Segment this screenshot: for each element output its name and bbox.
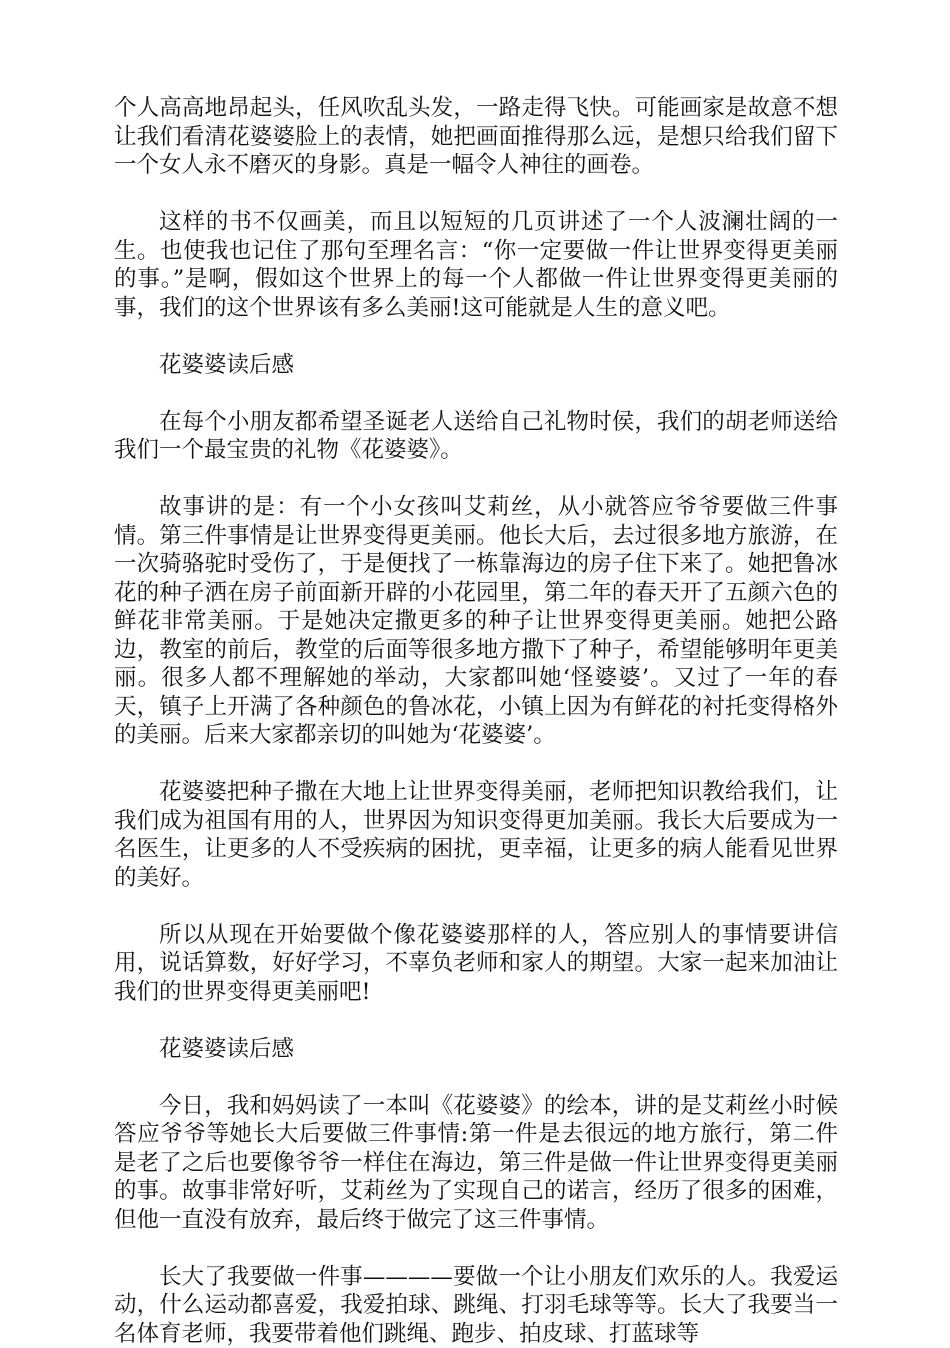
section-heading-2: 花婆婆读后感 bbox=[114, 1035, 838, 1064]
paragraph-resolution: 所以从现在开始要做个像花婆婆那样的人，答应别人的事情要讲信用，说话算数，好好学习，不辜负老师和家人的期望。大家一起来加油让我们的世界变得更美丽吧! bbox=[114, 921, 838, 1007]
paragraph-reading-with-mom: 今日，我和妈妈读了一本叫《花婆婆》的绘本，讲的是艾莉丝小时候答应爷爷等她长大后要做三件事情:第一件是去很远的地方旅行，第二件是老了之后也要像爷爷一样住在海边，第三件是做一件让世界变得更美丽的事。故事非常好听，艾莉丝为了实现自己的诺言，经历了很多的困难，但他一直没有放弃，最后终于做完了这三件事情。 bbox=[114, 1092, 838, 1235]
paragraph-story-summary: 故事讲的是：有一个小女孩叫艾莉丝，从小就答应爷爷要做三件事情。第三件事情是让世界变得更美丽。他长大后，去过很多地方旅游，在一次骑骆驼时受伤了，于是便找了一栋靠海边的房子住下来了。她把鲁冰花的种子洒在房子前面新开辟的小花园里，第二年的春天开了五颜六色的鲜花非常美丽。于是她决定撒更多的种子让世界变得更美丽。她把公路边，教室的前后，教堂的后面等很多地方撒下了种子，希望能够明年更美丽。很多人都不理解她的举动，大家都叫她‘怪婆婆’。又过了一年的春天，镇子上开满了各种颜色的鲁冰花，小镇上因为有鲜花的衬托变得格外的美丽。后来大家都亲切的叫她为‘花婆婆’。 bbox=[114, 493, 838, 750]
paragraph-gift-intro: 在每个小朋友都希望圣诞老人送给自己礼物时侯，我们的胡老师送给我们一个最宝贵的礼物《花婆婆》。 bbox=[114, 408, 838, 465]
paragraph-continuation: 个人高高地昂起头，任风吹乱头发，一路走得飞快。可能画家是故意不想让我们看清花婆婆脸上的表情，她把画面推得那么远，是想只给我们留下一个女人永不磨灭的身影。真是一幅令人神往的画卷。 bbox=[114, 94, 838, 180]
paragraph-future-goal: 长大了我要做一件事————要做一个让小朋友们欢乐的人。我爱运动，什么运动都喜爱，我爱拍球、跳绳、打羽毛球等等。长大了我要当一名体育老师，我要带着他们跳绳、跑步、拍皮球、打蓝球等 bbox=[114, 1263, 838, 1348]
section-heading-1: 花婆婆读后感 bbox=[114, 351, 838, 380]
document-page bbox=[114, 94, 838, 1348]
paragraph-teacher-knowledge: 花婆婆把种子撒在大地上让世界变得美丽，老师把知识教给我们，让我们成为祖国有用的人，世界因为知识变得更加美丽。我长大后要成为一名医生，让更多的人不受疾病的困扰，更幸福，让更多的病人能看见世界的美好。 bbox=[114, 778, 838, 892]
paragraph-book-reflection: 这样的书不仅画美，而且以短短的几页讲述了一个人波澜壮阔的一生。也使我也记住了那句至理名言：“你一定要做一件让世界变得更美丽的事。”是啊，假如这个世界上的每一个人都做一件让世界变得更美丽的事，我们的这个世界该有多么美丽!这可能就是人生的意义吧。 bbox=[114, 208, 838, 322]
